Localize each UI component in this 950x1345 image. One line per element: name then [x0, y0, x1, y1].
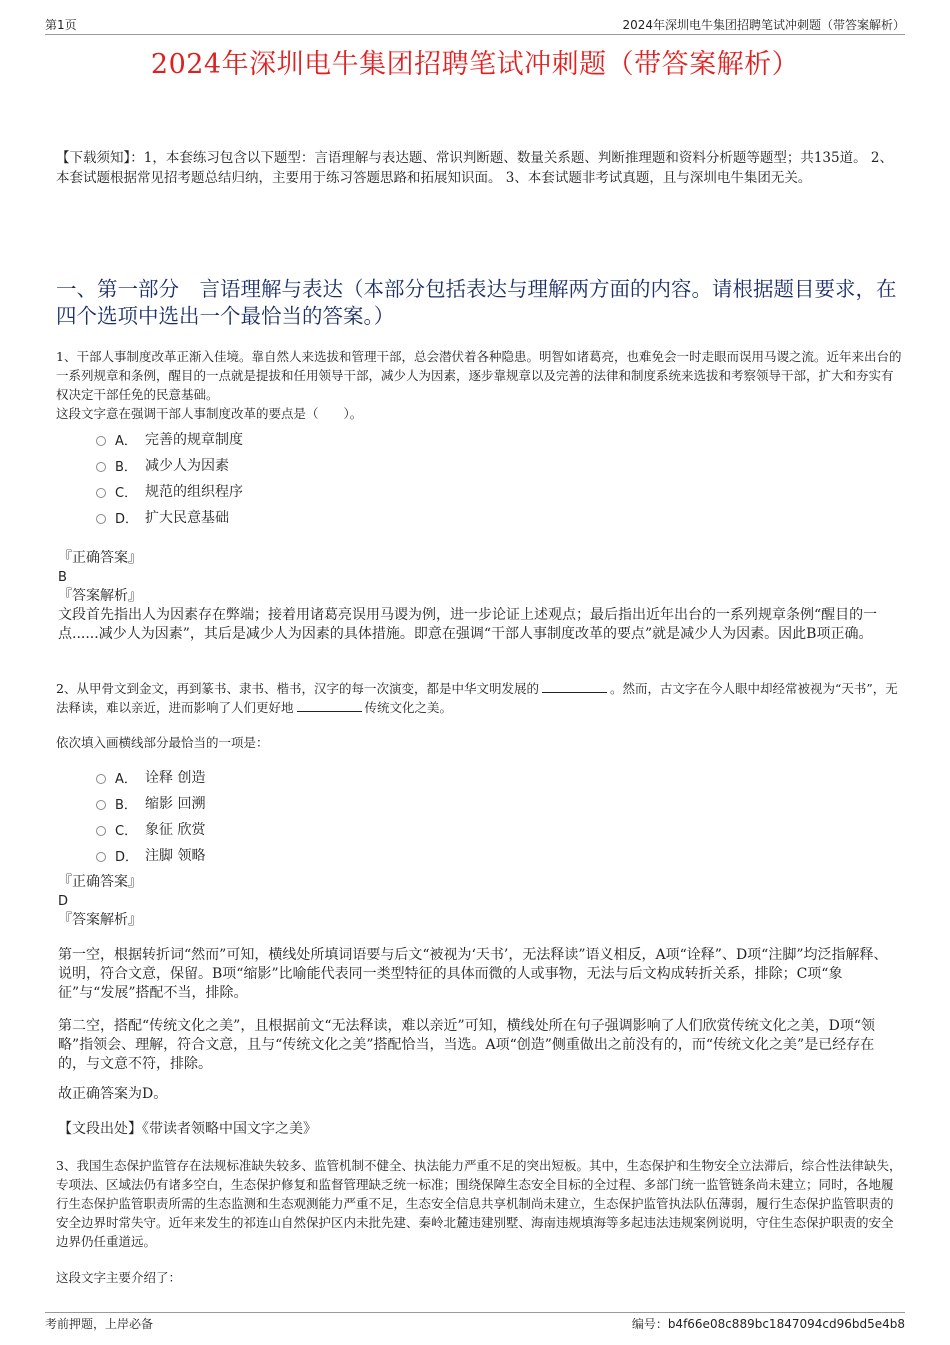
analysis-label: 『答案解析』 — [58, 588, 142, 604]
radio-icon[interactable] — [96, 488, 106, 498]
question-1-option-a[interactable]: A． 完善的规章制度 — [96, 426, 243, 452]
question-1-option-b[interactable]: B． 减少人为因素 — [96, 452, 243, 478]
radio-icon[interactable] — [96, 514, 106, 524]
question-2-option-a[interactable]: A． 诠释 创造 — [96, 764, 205, 790]
question-2-options — [96, 764, 205, 868]
footer-slogan: 考前押题，上岸必备 — [45, 1317, 154, 1331]
question-2-text: 2、从甲骨文到金文，再到篆书、隶书、楷书，汉字的每一次演变，都是中华文明发展的 。然而，古文字在今人眼中却经常被视为“天书”，无法释读，难以亲近，进而影响了人们更好地 传统文化之美。 — [56, 681, 898, 715]
radio-icon[interactable] — [96, 800, 106, 810]
footer-serial: 编号：b4f66e08c889bc1847094cd96bd5e4b8 — [631, 1317, 905, 1331]
answer-label: 『正确答案』 — [58, 550, 142, 566]
analysis-text: 文段首先指出人为因素存在弊端；接着用诸葛亮误用马谡为例，进一步论证上述观点；最后指出近年出台的一系列规章条例“醒目的一点......减少人为因素”，其后是减少人为因素的具体措施。即意在强调“干部人事制度改革的要点”就是减少人为因素。因此B项正确。 — [58, 607, 878, 642]
question-3-stem: 这段文字主要介绍了： — [56, 1270, 182, 1285]
fill-blank — [297, 699, 362, 712]
analysis-label: 『答案解析』 — [58, 912, 142, 928]
question-2-source: 【文段出处】《带读者领略中国文字之美》 — [58, 1121, 317, 1137]
question-2-option-d[interactable]: D． 注脚 领略 — [96, 842, 205, 868]
question-2-stem: 依次填入画横线部分最恰当的一项是： — [56, 735, 269, 750]
question-2-option-b[interactable]: B． 缩影 回溯 — [96, 790, 205, 816]
question-3-text: 3、我国生态保护监管存在法规标准缺失较多、监管机制不健全、执法能力严重不足的突出短板。其中，生态保护和生物安全立法滞后，综合性法律缺失，专项法、区域法仍有诸多空白，生态保护修复和监督管理缺乏统一标准；围绕保障生态安全目标的全过程、多部门统一监管链条尚未建立；同时，各地履行生态保护监管职责所需的生态监测和生态观测能力严重不足，生态安全信息共享机制尚未建立，生态保护监管执法队伍薄弱，履行生态保护监管职责的安全边界时常失守。近年来发生的祁连山自然保护区内未批先建、秦岭北麓违建别墅、海南违规填海等多起违法违规案例说明，守住生态保护职责的安全边界仍任重道远。 — [56, 1158, 902, 1249]
radio-icon[interactable] — [96, 436, 106, 446]
download-notice: 【下载须知】：1，本套练习包含以下题型：言语理解与表达题、常识判断题、数量关系题、判断推理题和资料分析题等题型；共135道。 2、本套试题根据常见招考题总结归纳，主要用于练习答题思路和拓展知识面。 3、本套试题非考试真题，且与深圳电牛集团无关。 — [56, 150, 893, 186]
page-number: 第1页 — [45, 18, 77, 32]
radio-icon[interactable] — [96, 852, 106, 862]
question-1-answer — [58, 549, 898, 644]
page-footer — [45, 1312, 905, 1335]
question-1-options — [96, 426, 243, 530]
question-1-text — [56, 347, 902, 423]
radio-icon[interactable] — [96, 826, 106, 836]
question-2-analysis-1: 第一空，根据转折词“然而”可知，横线处所填词语要与后文“被视为‘天书’，无法释读”语义相反，A项“诠释”、D项“注脚”均泛指解释、说明，符合文意，保留。B项“缩影”比喻能代表同一类型特征的具体而微的人或事物，无法与后文构成转折关系，排除；C项“象征”与“发展”搭配不当，排除。 — [58, 947, 888, 1001]
answer-label: 『正确答案』 — [58, 874, 142, 890]
header-doc-title: 2024年深圳电牛集团招聘笔试冲刺题（带答案解析） — [622, 18, 905, 32]
answer-value: B — [58, 570, 67, 585]
question-1-option-d[interactable]: D． 扩大民意基础 — [96, 504, 243, 530]
question-2-analysis-3: 故正确答案为D。 — [58, 1086, 168, 1102]
radio-icon[interactable] — [96, 774, 106, 784]
page-header — [45, 14, 905, 35]
question-1-passage: 1、干部人事制度改革正渐入佳境。靠自然人来选拔和管理干部，总会潜伏着各种隐患。明智如诸葛亮，也难免会一时走眼而误用马谡之流。近年来出台的一系列规章和条例，醒目的一点就是提拔和任用领导干部，减少人为因素，逐步靠规章以及完善的法律和制度系统来选拔和考察领导干部，扩大和夯实有权决定干部任免的民意基础。 — [56, 349, 902, 402]
section-title: 一、第一部分 言语理解与表达（本部分包括表达与理解两方面的内容。请根据题目要求，在四个选项中选出一个最恰当的答案。） — [56, 277, 897, 328]
question-1-option-c[interactable]: C． 规范的组织程序 — [96, 478, 243, 504]
answer-value: D — [58, 894, 69, 909]
question-2-analysis-2: 第二空，搭配“传统文化之美”，且根据前文“无法释读，难以亲近”可知，横线处所在句子强调影响了人们欣赏传统文化之美，D项“领略”指领会、理解，符合文意，且与“传统文化之美”搭配恰当，当选。A项“创造”侧重做出之前没有的，而“传统文化之美”是已经存在的，与文意不符，排除。 — [58, 1018, 876, 1072]
question-2-option-c[interactable]: C． 象征 欣赏 — [96, 816, 205, 842]
question-1-stem: 这段文字意在强调干部人事制度改革的要点是（ ）。 — [56, 406, 363, 421]
question-2-answer — [58, 873, 898, 930]
radio-icon[interactable] — [96, 462, 106, 472]
fill-blank — [542, 680, 607, 693]
page-title: 2024年深圳电牛集团招聘笔试冲刺题（带答案解析） — [150, 49, 800, 80]
